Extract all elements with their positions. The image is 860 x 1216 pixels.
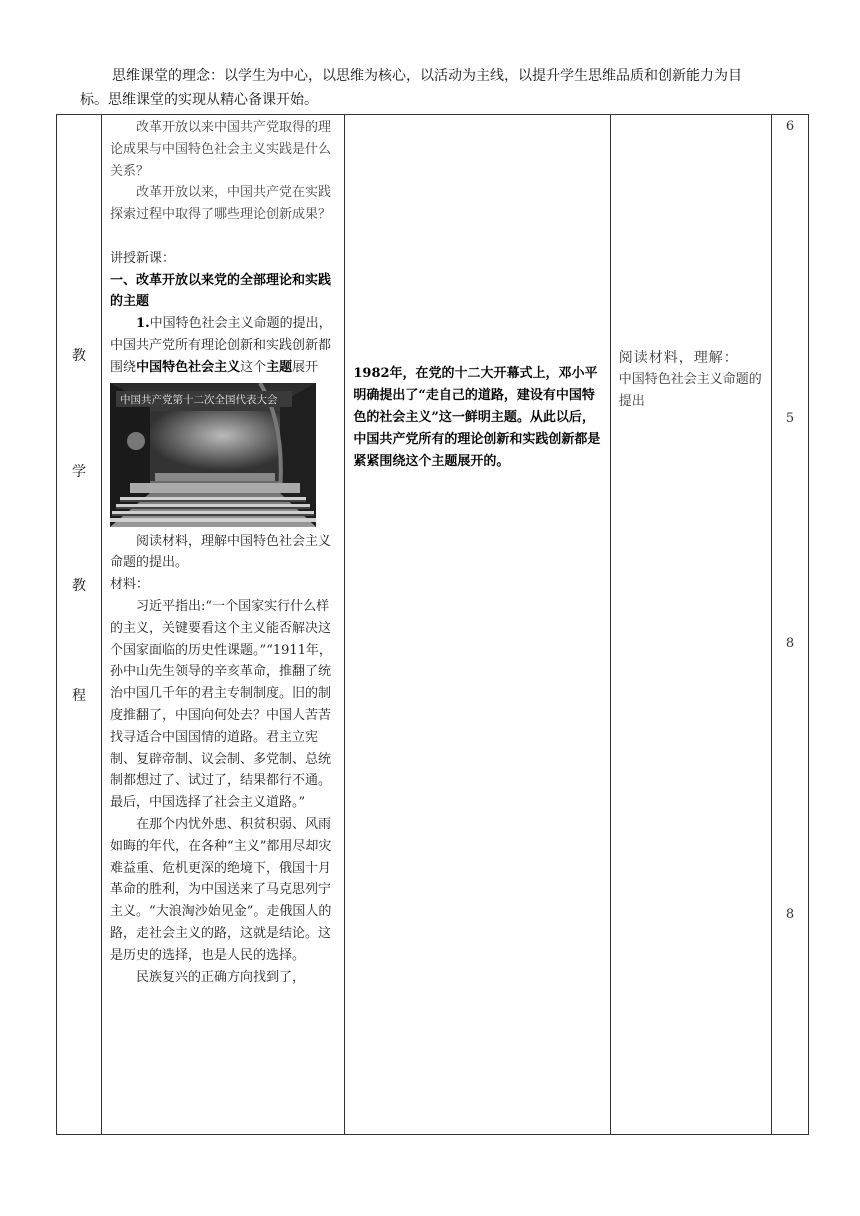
photo-banner-text: 中国共产党第十二次全国代表大会 bbox=[120, 393, 278, 406]
page-header bbox=[80, 64, 820, 112]
point-1-bold-2: 主题 bbox=[266, 359, 293, 375]
label-column bbox=[57, 115, 102, 1135]
point-1 bbox=[110, 313, 338, 378]
lesson-plan-table bbox=[56, 114, 809, 1135]
teacher-activity-text: 1982年，在党的十二大开幕式上，邓小平明确提出了“走自己的道路，建设有中国特色的社会主义”这一鲜明主题。从此以后，中国共产党所有的理论创新和实践创新都是紧紧围绕这个主题展开的。 bbox=[353, 366, 601, 469]
student-activity-line-1: 阅读材料，理解： bbox=[618, 350, 739, 366]
label-char-xue: 学 bbox=[72, 464, 87, 480]
question-1: 改革开放以来中国共产党取得的理论成果与中国特色社会主义实践是什么关系？ bbox=[110, 120, 332, 179]
time-value-2: 5 bbox=[785, 411, 795, 426]
student-activity-column bbox=[610, 115, 771, 1135]
material-label: 材料： bbox=[110, 577, 150, 593]
content-column bbox=[102, 115, 345, 1135]
student-activity bbox=[619, 347, 767, 413]
label-char-cheng: 程 bbox=[72, 688, 87, 704]
label-char-jiao: 教 bbox=[72, 348, 87, 364]
point-1-bold-1: 中国特色社会主义 bbox=[136, 359, 241, 375]
point-1-number: 1. bbox=[136, 316, 150, 332]
congress-photo bbox=[110, 383, 316, 527]
lecture-label: 讲授新课： bbox=[110, 250, 176, 266]
student-activity-line-2: 中国特色社会主义命题的提出 bbox=[618, 372, 762, 409]
teacher-activity-column bbox=[345, 115, 610, 1135]
material-paragraph-3: 民族复兴的正确方向找到了， bbox=[136, 969, 306, 985]
header-line-1: 思维课堂的理念：以学生为中心，以思维为核心，以活动为主线，以提升学生思维品质和创新能力为目 bbox=[112, 68, 742, 84]
header-line-2: 标。思维课堂的实现从精心备课开始。 bbox=[80, 92, 318, 108]
point-1-text-c: 展开 bbox=[292, 359, 319, 375]
question-2: 改革开放以来，中国共产党在实践探索过程中取得了哪些理论创新成果？ bbox=[110, 185, 332, 223]
time-value-3: 8 bbox=[785, 636, 795, 651]
time-value-1: 6 bbox=[785, 119, 795, 134]
point-1-text-b: 这个 bbox=[240, 359, 267, 375]
section-title: 一、改革开放以来党的全部理论和实践的主题 bbox=[110, 272, 332, 310]
label-char-jiao-2: 教 bbox=[72, 578, 87, 594]
time-column bbox=[771, 115, 808, 1135]
time-value-4: 8 bbox=[785, 907, 795, 922]
material-paragraph-2: 在那个内忧外患、积贫积弱、风雨如晦的年代，在各种“主义”都用尽却灾难益重、危机更深的绝境下，俄国十月革命的胜利，为中国送来了马克思列宁主义。“大浪淘沙始见金”。走俄国人的路，走社会主义的路，这就是结论。这是历史的选择，也是人民的选择。 bbox=[110, 816, 332, 963]
material-paragraph-1: 习近平指出:“一个国家实行什么样的主义，关键要看这个主义能否解决这个国家面临的历史性课题。”“1911年，孙中山先生领导的辛亥革命，推翻了统治中国几千年的君主专制制度。旧的制度推翻了，中国向何处去？中国人苦苦找寻适合中国国情的道路。君主立宪制、复辟帝制、议会制、多党制、总统制都想过了、试过了，结果都行不通。最后，中国选择了社会主义道路。” bbox=[110, 598, 332, 811]
point-1-text-a: 中国特色社会主义命题的提出，中国共产党所有理论创新和实践创新都围绕 bbox=[110, 316, 332, 375]
read-prompt: 阅读材料，理解中国特色社会主义命题的提出。 bbox=[110, 533, 332, 571]
